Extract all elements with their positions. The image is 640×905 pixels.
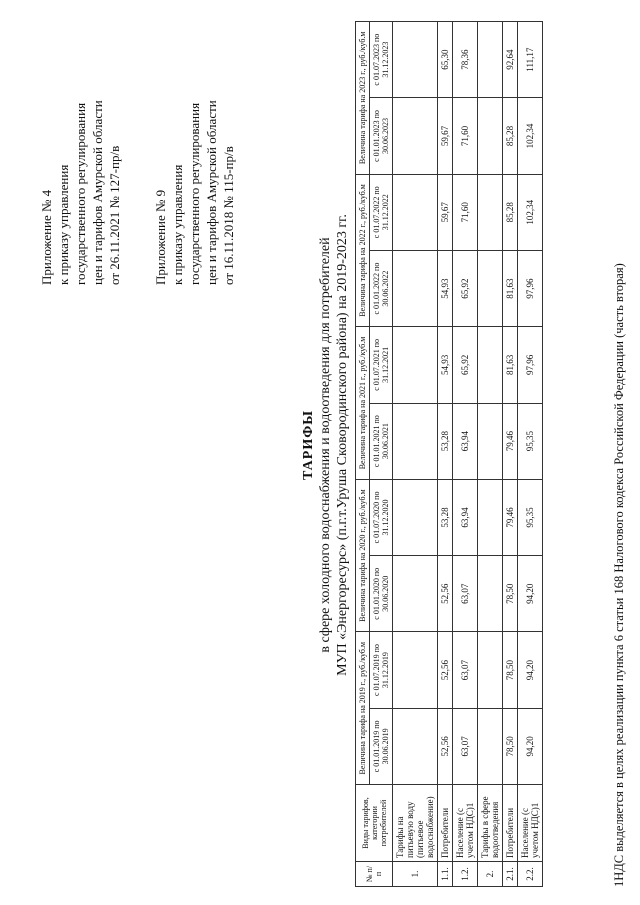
tariff-cell bbox=[393, 708, 438, 784]
tariff-cell: 71,60 bbox=[453, 98, 478, 174]
tariff-cell bbox=[478, 174, 503, 250]
appendix-line: государственного регулирования bbox=[73, 102, 88, 285]
tariff-cell bbox=[478, 22, 503, 98]
table-row bbox=[453, 22, 478, 887]
row-no: 2. bbox=[478, 862, 503, 887]
tariff-cell bbox=[393, 327, 438, 403]
header-period: с 01.01.2022 по 30.06.2022 bbox=[370, 250, 393, 326]
header-period: с 01.01.2023 по 30.06.2023 bbox=[370, 98, 393, 174]
tariff-cell: 78,50 bbox=[503, 632, 518, 708]
tariff-cell bbox=[478, 479, 503, 555]
tariff-cell bbox=[478, 98, 503, 174]
appendix-line: Приложение № 4 bbox=[39, 189, 54, 285]
row-name: Тарифы в сфере водоотведения bbox=[478, 785, 503, 862]
tariff-cell: 65,30 bbox=[438, 22, 453, 98]
tariff-cell bbox=[393, 174, 438, 250]
row-name: Потребители bbox=[438, 785, 453, 862]
header-period: с 01.01.2019 по 30.06.2019 bbox=[370, 708, 393, 784]
appendix-line: государственного регулирования bbox=[187, 102, 202, 285]
table-row bbox=[503, 22, 518, 887]
tariff-cell: 52,56 bbox=[438, 708, 453, 784]
row-name: Потребители bbox=[503, 785, 518, 862]
tariff-cell: 79,46 bbox=[503, 403, 518, 479]
appendix-line: цен и тарифов Амурской области bbox=[90, 100, 105, 285]
tariff-cell: 92,64 bbox=[503, 22, 518, 98]
table-row bbox=[478, 22, 503, 887]
appendix-line: к приказу управления bbox=[170, 164, 185, 285]
appendix-line: цен и тарифов Амурской области bbox=[204, 100, 219, 285]
table-row bbox=[518, 22, 543, 887]
header-year: Величина тарифа на 2021 г., руб./куб.м bbox=[356, 327, 370, 480]
tariff-cell: 63,07 bbox=[453, 708, 478, 784]
tariff-cell: 54,93 bbox=[438, 327, 453, 403]
tariff-cell bbox=[393, 556, 438, 632]
tariff-cell: 63,94 bbox=[453, 479, 478, 555]
appendix-line: от 16.11.2018 № 115-пр/в bbox=[221, 146, 236, 285]
header-period: с 01.07.2021 по 31.12.2021 bbox=[370, 327, 393, 403]
tariff-cell bbox=[478, 327, 503, 403]
tariff-cell: 95,35 bbox=[518, 403, 543, 479]
tariff-cell: 102,34 bbox=[518, 174, 543, 250]
tariff-cell: 85,28 bbox=[503, 98, 518, 174]
row-no: 1.1. bbox=[438, 862, 453, 887]
tariff-cell bbox=[478, 403, 503, 479]
tariff-cell: 81,63 bbox=[503, 250, 518, 326]
header-year: Величина тарифа на 2020 г., руб./куб.м bbox=[356, 479, 370, 632]
tariff-cell: 52,56 bbox=[438, 632, 453, 708]
tariff-cell: 59,67 bbox=[438, 98, 453, 174]
row-name: Тарифы на питьевую воду (питьевое водоснабжение) bbox=[393, 785, 438, 862]
row-no: 2.1. bbox=[503, 862, 518, 887]
header-period: с 01.07.2022 по 31.12.2022 bbox=[370, 174, 393, 250]
header-period: с 01.01.2020 по 30.06.2020 bbox=[370, 556, 393, 632]
tariff-cell: 95,35 bbox=[518, 479, 543, 555]
appendix-line: от 26.11.2021 № 127-пр/в bbox=[107, 145, 122, 285]
header-year: Величина тарифа на 2019 г., руб./куб.м bbox=[356, 632, 370, 785]
tariff-cell: 63,07 bbox=[453, 632, 478, 708]
tariff-cell bbox=[478, 708, 503, 784]
title-line: МУП «Энергоресурс» (п.г.т.Уруша Сковородинского района) на 2019-2023 гг. bbox=[335, 214, 350, 676]
table-row bbox=[438, 22, 453, 887]
tariff-cell: 78,50 bbox=[503, 556, 518, 632]
tariff-cell bbox=[393, 98, 438, 174]
tariff-cell: 78,36 bbox=[453, 22, 478, 98]
tariff-cell: 85,28 bbox=[503, 174, 518, 250]
tariff-cell bbox=[393, 403, 438, 479]
tariff-cell: 59,67 bbox=[438, 174, 453, 250]
tariff-cell bbox=[393, 250, 438, 326]
row-no: 1.2. bbox=[453, 862, 478, 887]
header-period: с 01.07.2019 по 31.12.2019 bbox=[370, 632, 393, 708]
header-period: с 01.07.2023 по 31.12.2023 bbox=[370, 22, 393, 98]
tariff-cell bbox=[393, 22, 438, 98]
header-period: с 01.01.2021 по 30.06.2021 bbox=[370, 403, 393, 479]
row-no: 2.2. bbox=[518, 862, 543, 887]
appendix-current-block bbox=[38, 100, 123, 285]
tariff-cell: 54,93 bbox=[438, 250, 453, 326]
tariff-cell bbox=[393, 632, 438, 708]
vat-footnote: 1НДС выделяется в целях реализации пункта 6 статьи 168 Налогового кодекса Российской Федерации (часть вторая) bbox=[612, 263, 626, 887]
tariff-cell: 79,46 bbox=[503, 479, 518, 555]
table-row bbox=[393, 22, 438, 887]
row-name: Население (с учетом НДС)1 bbox=[453, 785, 478, 862]
appendix-prior-block bbox=[152, 100, 237, 285]
tariff-cell: 94,20 bbox=[518, 632, 543, 708]
appendix-line: к приказу управления bbox=[56, 164, 71, 285]
tariff-cell: 71,60 bbox=[453, 174, 478, 250]
tariff-cell: 94,20 bbox=[518, 556, 543, 632]
title-main: ТАРИФЫ bbox=[301, 410, 316, 480]
appendix-line: Приложение № 9 bbox=[153, 189, 168, 285]
tariff-cell: 78,50 bbox=[503, 708, 518, 784]
row-no: 1. bbox=[393, 862, 438, 887]
tariff-cell: 53,28 bbox=[438, 479, 453, 555]
tariff-cell: 97,96 bbox=[518, 327, 543, 403]
document-title bbox=[300, 135, 351, 755]
header-year: Величина тарифа на 2023 г., руб./куб.м bbox=[356, 22, 370, 175]
tariff-cell bbox=[478, 556, 503, 632]
header-kind: Виды тарифов, категории потребителей bbox=[356, 785, 393, 862]
row-name: Население (с учетом НДС)1 bbox=[518, 785, 543, 862]
tariff-cell bbox=[393, 479, 438, 555]
header-year: Величина тарифа на 2022 г., руб./куб.м bbox=[356, 174, 370, 327]
header-period: с 01.07.2020 по 31.12.2020 bbox=[370, 479, 393, 555]
tariff-cell: 65,92 bbox=[453, 250, 478, 326]
tariff-cell: 97,96 bbox=[518, 250, 543, 326]
tariff-cell: 111,17 bbox=[518, 22, 543, 98]
tariff-cell: 52,56 bbox=[438, 556, 453, 632]
tariff-cell: 63,94 bbox=[453, 403, 478, 479]
header-no: № п/п bbox=[356, 862, 393, 887]
tariff-cell: 65,92 bbox=[453, 327, 478, 403]
tariff-cell: 63,07 bbox=[453, 556, 478, 632]
tariff-table-wrap bbox=[355, 7, 543, 887]
tariff-cell bbox=[478, 632, 503, 708]
tariff-cell: 102,34 bbox=[518, 98, 543, 174]
tariff-cell bbox=[478, 250, 503, 326]
title-line: в сфере холодного водоснабжения и водоотведения для потребителей bbox=[318, 237, 333, 653]
tariff-cell: 53,28 bbox=[438, 403, 453, 479]
tariff-cell: 94,20 bbox=[518, 708, 543, 784]
tariff-table bbox=[355, 21, 543, 887]
tariff-cell: 81,63 bbox=[503, 327, 518, 403]
